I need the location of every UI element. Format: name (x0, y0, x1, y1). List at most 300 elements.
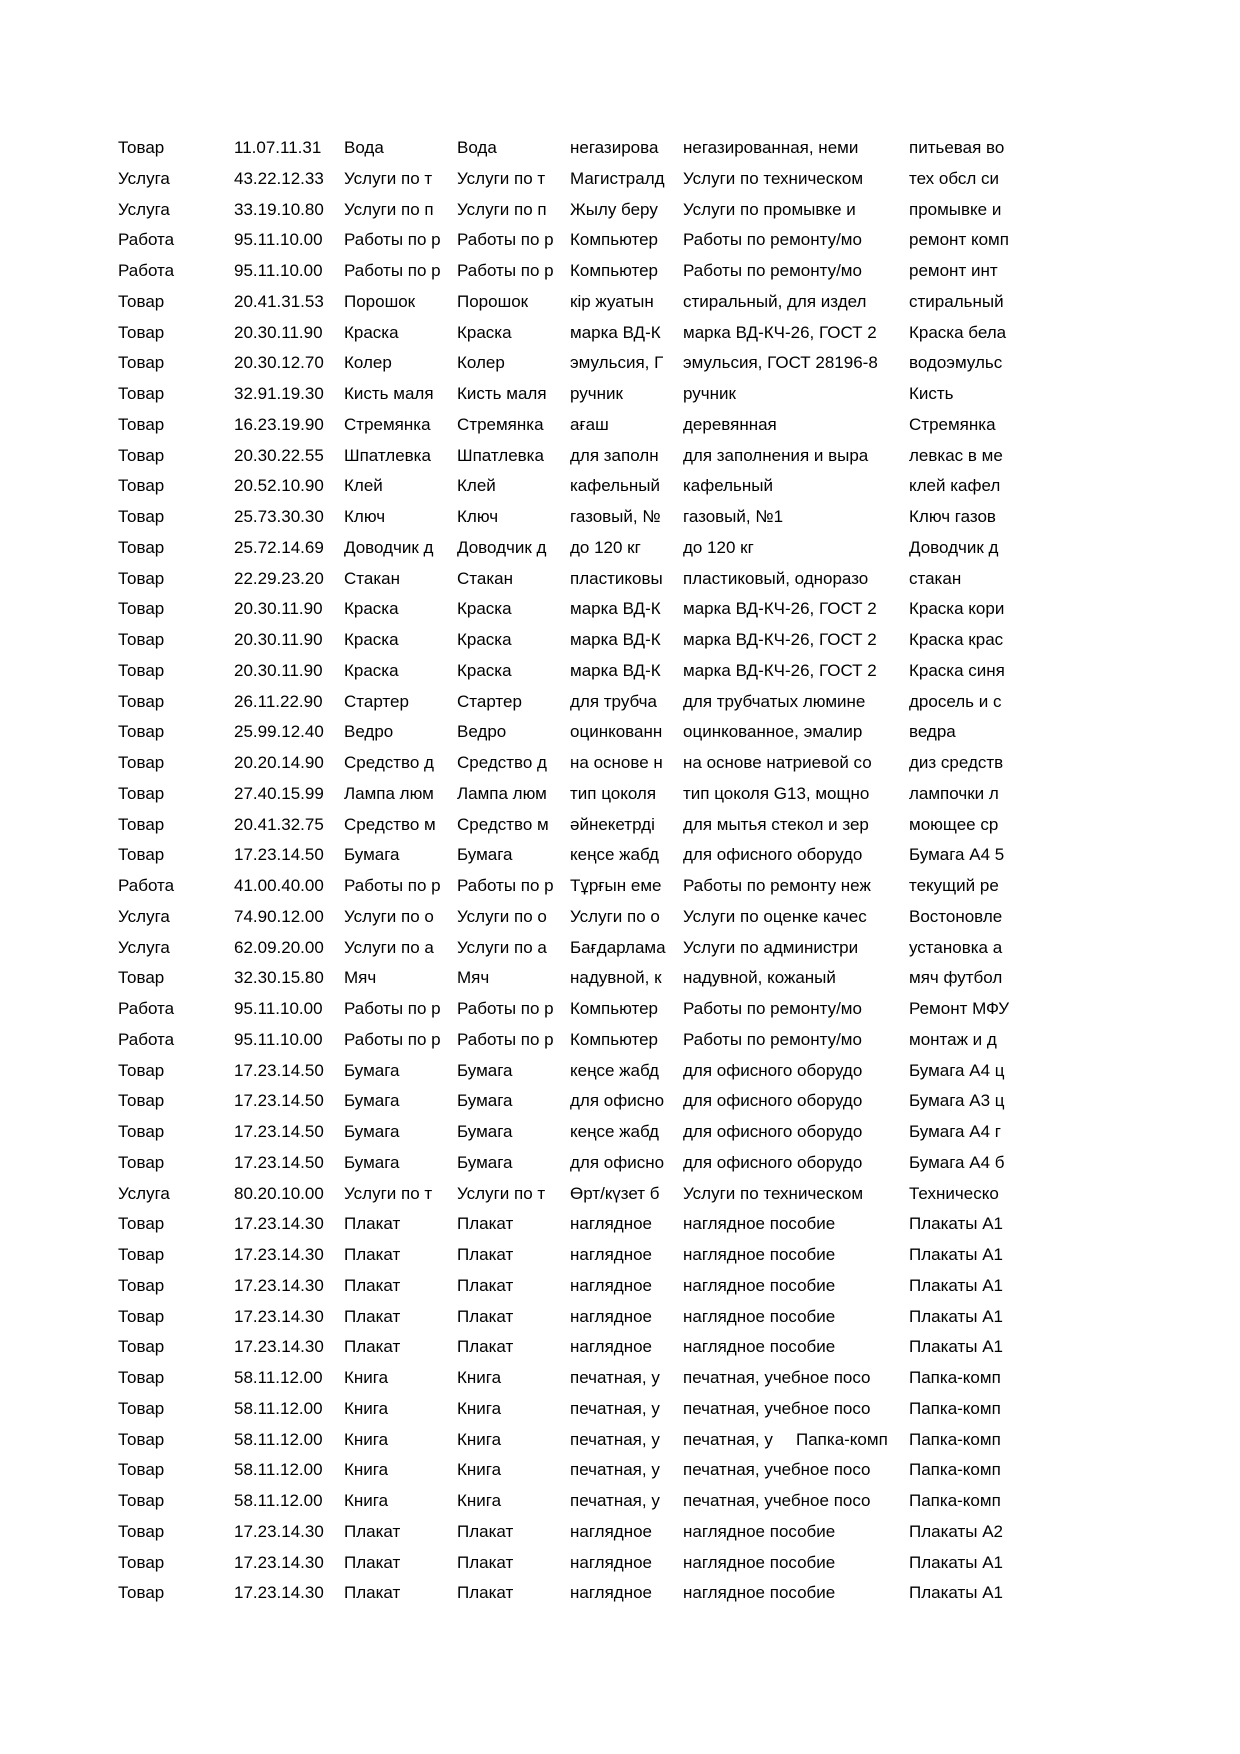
cell-code: 20.30.22.55 (234, 445, 324, 465)
cell-name: Бумага (344, 845, 400, 865)
cell-type: Товар (118, 507, 165, 526)
cell-type: Товар (118, 537, 165, 557)
cell-spec-ru: марка ВД-КЧ-26, ГОСТ 2 (683, 660, 877, 680)
cell-spec-ru: наглядное пособие (683, 1337, 836, 1357)
cell-spec-kz: кір жуатын (570, 291, 654, 311)
table-row (0, 656, 1035, 687)
cell-spec-kz: для трубча (570, 691, 657, 711)
cell-type: Товар (118, 1368, 165, 1387)
cell-name: Стакан (344, 568, 400, 588)
cell-spec-ru: для офисного оборудо (683, 1152, 863, 1172)
cell-summary: Краска кори (909, 599, 1005, 619)
cell-name: Работы по р (344, 230, 441, 250)
cell-spec-kz: марка ВД-К (570, 660, 661, 680)
table-row (0, 779, 1035, 810)
cell-name-dup: Шпатлевка (457, 445, 544, 465)
table-row (0, 195, 1035, 226)
cell-spec-ru-group (680, 1517, 906, 1548)
cell-spec-kz: кеңсе жабд (570, 1060, 659, 1080)
cell-code: 20.30.11.90 (234, 322, 323, 342)
cell-spec-kz: ручник (570, 384, 623, 403)
cell-code: 17.23.14.50 (234, 1091, 324, 1111)
cell-code: 95.11.10.00 (234, 261, 323, 280)
cell-spec-kz: Магистралд (570, 168, 665, 188)
cell-code: 20.30.11.90 (234, 630, 323, 649)
cell-name: Краска (344, 599, 399, 619)
cell-type: Товар (118, 1152, 165, 1172)
cell-code: 17.23.14.50 (234, 1060, 324, 1080)
cell-code: 17.23.14.30 (234, 1306, 324, 1326)
cell-spec-ru-group (680, 963, 906, 994)
cell-name: Книга (344, 1368, 389, 1387)
cell-spec-ru-group (680, 840, 906, 871)
cell-name: Услуги по п (344, 199, 434, 219)
cell-name-dup: Книга (457, 1368, 502, 1387)
cell-name: Плакат (344, 1521, 401, 1541)
table-row (0, 1363, 1035, 1394)
cell-spec-ru-group (680, 164, 906, 195)
cell-code: 20.30.11.90 (234, 660, 323, 680)
cell-spec-kz: печатная, у (570, 1398, 660, 1418)
cell-code: 33.19.10.80 (234, 199, 324, 219)
cell-spec-ru-group (680, 1271, 906, 1302)
cell-name-dup: Работы по р (457, 1029, 554, 1049)
cell-code: 58.11.12.00 (234, 1398, 323, 1418)
table-row (0, 441, 1035, 472)
cell-name-dup: Услуги по т (457, 1183, 546, 1203)
cell-summary: моющее ср (909, 814, 999, 834)
cell-name-dup: Услуги по т (457, 168, 546, 188)
cell-summary: Краска синя (909, 660, 1005, 680)
cell-summary: питьевая во (909, 138, 1005, 157)
cell-name: Краска (344, 630, 399, 649)
cell-code: 27.40.15.99 (234, 783, 324, 803)
cell-summary: Папка-комп (909, 1460, 1001, 1480)
cell-name: Книга (344, 1398, 389, 1418)
cell-spec-ru-group (680, 1117, 906, 1148)
cell-summary: Бумага А4 5 (909, 845, 1005, 865)
cell-summary: монтаж и д (909, 1029, 997, 1049)
cell-name: Мяч (344, 968, 377, 988)
cell-name: Шпатлевка (344, 445, 431, 465)
table-row (0, 348, 1035, 379)
table-row (0, 1148, 1035, 1179)
cell-name-dup: Средство м (457, 814, 549, 834)
cell-spec-kz: кеңсе жабд (570, 1122, 659, 1141)
cell-spec-ru: надувной, кожаный (683, 968, 836, 988)
cell-type: Услуга (118, 906, 170, 926)
cell-spec-ru-group (680, 1179, 906, 1210)
table-row (0, 1271, 1035, 1302)
cell-spec-kz: газовый, № (570, 507, 661, 526)
table-row (0, 164, 1035, 195)
cell-summary: мяч футбол (909, 968, 1003, 988)
cell-spec-ru: наглядное пособие (683, 1306, 836, 1326)
cell-spec-ru: для офисного оборудо (683, 1091, 863, 1111)
cell-spec-kz: наглядное (570, 1275, 653, 1295)
cell-spec-ru-group (680, 687, 906, 718)
table-row (0, 318, 1035, 349)
cell-name-dup: Книга (457, 1398, 502, 1418)
cell-type: Товар (118, 599, 165, 619)
cell-type: Товар (118, 783, 165, 803)
cell-name-dup: Книга (457, 1460, 502, 1480)
cell-name-dup: Плакат (457, 1552, 514, 1572)
cell-spec-ru-group (680, 195, 906, 226)
cell-code: 80.20.10.00 (234, 1183, 324, 1203)
cell-spec-kz: для офисно (570, 1152, 665, 1172)
table-row (0, 717, 1035, 748)
cell-spec-ru-group (680, 810, 906, 841)
cell-type: Услуга (118, 199, 170, 219)
cell-spec-ru: ручник (683, 384, 736, 403)
cell-spec-ru: Услуги по техническом (683, 168, 864, 188)
cell-spec-kz: Компьютер (570, 1029, 658, 1049)
cell-name-dup: Плакат (457, 1245, 514, 1264)
cell-spec-ru: кафельный (683, 476, 774, 496)
cell-name-dup: Плакат (457, 1583, 514, 1603)
cell-code: 20.30.11.90 (234, 599, 323, 619)
cell-name-dup: Доводчик д (457, 537, 547, 557)
cell-name: Плакат (344, 1337, 401, 1357)
cell-name-dup: Порошок (457, 291, 529, 311)
cell-type: Товар (118, 814, 165, 834)
cell-type: Товар (118, 291, 165, 311)
cell-spec-ru: печатная, учебное посо (683, 1398, 871, 1418)
cell-name: Ключ (344, 507, 386, 526)
cell-type: Товар (118, 722, 165, 742)
cell-name-dup: Услуги по а (457, 937, 547, 957)
cell-type: Работа (118, 261, 175, 280)
cell-summary: водоэмульс (909, 353, 1003, 373)
cell-spec-kz: наглядное (570, 1337, 653, 1357)
cell-spec-ru-group (680, 502, 906, 533)
cell-name: Бумага (344, 1152, 400, 1172)
cell-name: Книга (344, 1491, 389, 1510)
cell-spec-kz: наглядное (570, 1552, 653, 1572)
cell-code: 16.23.19.90 (234, 414, 324, 434)
cell-type: Товар (118, 1122, 165, 1141)
cell-spec-kz: наглядное (570, 1306, 653, 1326)
table-row (0, 502, 1035, 533)
cell-name: Работы по р (344, 1029, 441, 1049)
cell-spec-ru-group (680, 441, 906, 472)
table-row (0, 1240, 1035, 1271)
cell-spec-kz: печатная, у (570, 1429, 660, 1449)
cell-type: Товар (118, 691, 165, 711)
cell-name-dup: Бумага (457, 1091, 513, 1111)
cell-spec-ru: на основе натриевой со (683, 753, 872, 772)
table-row (0, 748, 1035, 779)
cell-spec-kz: наглядное (570, 1521, 653, 1541)
cell-spec-ru-group (680, 656, 906, 687)
cell-spec-kz: печатная, у (570, 1460, 660, 1480)
cell-spec-ru: негазированная, неми (683, 138, 859, 157)
cell-summary: Бумага А4 г (909, 1122, 1001, 1141)
cell-summary: Плакаты А1 (909, 1245, 1004, 1264)
cell-spec-ru: Работы по ремонту/мо (683, 999, 862, 1018)
cell-spec-ru: деревянная (683, 414, 777, 434)
cell-spec-ru: до 120 кг (683, 537, 754, 557)
cell-summary: клей кафел (909, 476, 1001, 496)
cell-summary: ремонт инт (909, 261, 998, 280)
cell-spec-ru-group (680, 533, 906, 564)
cell-spec-ru: марка ВД-КЧ-26, ГОСТ 2 (683, 630, 877, 649)
cell-type: Товар (118, 1060, 165, 1080)
cell-name-dup: Бумага (457, 1060, 513, 1080)
table-row (0, 1209, 1035, 1240)
cell-name-dup: Плакат (457, 1306, 514, 1326)
cell-spec-ru: Работы по ремонту/мо (683, 1029, 862, 1049)
cell-spec-kz: до 120 кг (570, 537, 641, 557)
cell-name-dup: Стремянка (457, 414, 544, 434)
cell-type: Товар (118, 630, 165, 649)
cell-type: Товар (118, 1552, 165, 1572)
cell-spec-kz: негазирова (570, 138, 659, 157)
cell-summary: Краска бела (909, 322, 1007, 342)
cell-summary: промывке и (909, 199, 1002, 219)
cell-spec-ru: Работы по ремонту/мо (683, 261, 862, 280)
cell-summary: Плакаты А2 (909, 1521, 1004, 1541)
cell-spec-ru: газовый, №1 (683, 507, 784, 526)
cell-name-dup: Краска (457, 322, 512, 342)
cell-summary: Плакаты А1 (909, 1214, 1004, 1234)
cell-type: Товар (118, 138, 165, 157)
cell-name: Плакат (344, 1275, 401, 1295)
cell-summary: Папка-комп (909, 1429, 1001, 1449)
cell-spec-kz: печатная, у (570, 1368, 660, 1387)
cell-spec-kz: тип цоколя (570, 783, 657, 803)
table-row (0, 1548, 1035, 1579)
cell-code: 26.11.22.90 (234, 691, 323, 711)
cell-code: 25.72.14.69 (234, 537, 324, 557)
cell-name: Плакат (344, 1245, 401, 1264)
cell-spec-ru: наглядное пособие (683, 1275, 836, 1295)
cell-code: 17.23.14.30 (234, 1521, 324, 1541)
cell-name: Плакат (344, 1583, 401, 1603)
cell-type: Товар (118, 1460, 165, 1480)
table-row (0, 1394, 1035, 1425)
cell-name: Кисть маля (344, 384, 434, 403)
cell-spec-ru-extra: Папка-комп (796, 1429, 888, 1449)
cell-code: 32.30.15.80 (234, 968, 324, 988)
cell-spec-kz: Компьютер (570, 261, 658, 280)
cell-spec-ru-group (680, 1363, 906, 1394)
cell-spec-kz: кеңсе жабд (570, 845, 659, 865)
cell-name: Краска (344, 660, 399, 680)
cell-summary: ведра (909, 722, 956, 742)
cell-summary: Ключ газов (909, 507, 996, 526)
table-row (0, 1578, 1035, 1609)
cell-spec-ru: Услуги по администри (683, 937, 859, 957)
table-row (0, 687, 1035, 718)
cell-spec-kz: Услуги по о (570, 906, 660, 926)
cell-summary: левкас в ме (909, 445, 1003, 465)
cell-code: 17.23.14.50 (234, 1122, 324, 1141)
cell-summary: тех обсл си (909, 168, 1000, 188)
cell-type: Товар (118, 1245, 165, 1264)
cell-spec-kz: Өрт/күзет б (570, 1183, 660, 1203)
cell-summary: дросель и с (909, 691, 1002, 711)
cell-spec-ru: эмульсия, ГОСТ 28196-8 (683, 353, 878, 373)
cell-summary: Кисть (909, 384, 954, 403)
cell-name: Услуги по а (344, 937, 434, 957)
cell-name-dup: Краска (457, 660, 512, 680)
cell-spec-ru: пластиковый, одноразо (683, 568, 869, 588)
cell-name-dup: Краска (457, 630, 512, 649)
table-row (0, 1117, 1035, 1148)
cell-summary: Плакаты А1 (909, 1275, 1004, 1295)
cell-name: Средство д (344, 753, 434, 772)
cell-summary: Бумага А4 б (909, 1152, 1005, 1172)
table-row (0, 533, 1035, 564)
cell-type: Товар (118, 384, 165, 403)
cell-code: 32.91.19.30 (234, 384, 324, 403)
cell-code: 95.11.10.00 (234, 230, 323, 250)
cell-code: 17.23.14.30 (234, 1245, 324, 1264)
cell-code: 95.11.10.00 (234, 999, 323, 1018)
cell-name: Бумага (344, 1091, 400, 1111)
cell-name-dup: Услуги по п (457, 199, 547, 219)
cell-summary: текущий ре (909, 876, 999, 895)
cell-summary: Плакаты А1 (909, 1552, 1004, 1572)
cell-name: Работы по р (344, 999, 441, 1018)
table-row (0, 1332, 1035, 1363)
cell-type: Товар (118, 568, 165, 588)
cell-type: Услуга (118, 1183, 170, 1203)
cell-code: 17.23.14.30 (234, 1552, 324, 1572)
cell-spec-kz: эмульсия, Г (570, 353, 664, 373)
cell-type: Товар (118, 414, 165, 434)
cell-name-dup: Книга (457, 1491, 502, 1510)
table-row (0, 594, 1035, 625)
table-row (0, 871, 1035, 902)
table-row (0, 902, 1035, 933)
cell-name: Плакат (344, 1552, 401, 1572)
cell-name: Ведро (344, 722, 394, 742)
cell-spec-kz: оцинкованн (570, 722, 663, 742)
cell-type: Товар (118, 1275, 165, 1295)
cell-spec-ru: Работы по ремонту/мо (683, 230, 862, 250)
cell-spec-ru: стиральный, для издел (683, 291, 867, 311)
cell-code: 17.23.14.30 (234, 1275, 324, 1295)
cell-summary: Плакаты А1 (909, 1337, 1004, 1357)
cell-spec-ru-group (680, 1425, 906, 1456)
cell-spec-kz: печатная, у (570, 1491, 660, 1510)
cell-code: 17.23.14.30 (234, 1214, 324, 1234)
cell-summary: Доводчик д (909, 537, 999, 557)
cell-spec-ru: для офисного оборудо (683, 1060, 863, 1080)
cell-spec-ru-group (680, 1578, 906, 1609)
cell-spec-ru-group (680, 318, 906, 349)
cell-summary: ремонт комп (909, 230, 1009, 250)
table-row (0, 471, 1035, 502)
cell-name: Доводчик д (344, 537, 434, 557)
table-row (0, 564, 1035, 595)
cell-spec-ru: оцинкованное, эмалир (683, 722, 863, 742)
cell-name: Колер (344, 353, 392, 373)
cell-type: Услуга (118, 168, 170, 188)
cell-summary: стакан (909, 568, 962, 588)
cell-name: Услуги по т (344, 1183, 433, 1203)
cell-name-dup: Услуги по о (457, 906, 547, 926)
cell-spec-ru: наглядное пособие (683, 1583, 836, 1603)
cell-code: 25.73.30.30 (234, 507, 324, 526)
cell-spec-kz: на основе н (570, 753, 663, 772)
cell-type: Товар (118, 1398, 165, 1418)
cell-spec-kz: пластиковы (570, 568, 663, 588)
table-row (0, 840, 1035, 871)
cell-spec-ru-group (680, 225, 906, 256)
cell-name: Бумага (344, 1122, 400, 1141)
cell-name-dup: Средство д (457, 753, 547, 772)
cell-type: Услуга (118, 937, 170, 957)
cell-code: 25.99.12.40 (234, 722, 324, 742)
cell-spec-ru-group (680, 717, 906, 748)
cell-type: Работа (118, 1029, 175, 1049)
cell-summary: Бумага А3 ц (909, 1091, 1005, 1111)
table-row (0, 1025, 1035, 1056)
table-row (0, 963, 1035, 994)
cell-spec-ru: для офисного оборудо (683, 845, 863, 865)
cell-spec-ru: печатная, учебное посо (683, 1460, 871, 1480)
cell-spec-ru-group (680, 1148, 906, 1179)
cell-code: 20.41.32.75 (234, 814, 324, 834)
cell-type: Товар (118, 1091, 165, 1111)
cell-type: Товар (118, 968, 165, 988)
cell-code: 74.90.12.00 (234, 906, 324, 926)
cell-name: Услуги по т (344, 168, 433, 188)
cell-code: 58.11.12.00 (234, 1491, 323, 1510)
cell-code: 17.23.14.30 (234, 1337, 324, 1357)
cell-spec-ru-group (680, 1240, 906, 1271)
cell-summary: Ремонт МФУ (909, 999, 1010, 1018)
table-row (0, 379, 1035, 410)
cell-name-dup: Стартер (457, 691, 522, 711)
cell-spec-kz: кафельный (570, 476, 661, 496)
cell-name-dup: Работы по р (457, 876, 554, 895)
cell-name-dup: Работы по р (457, 261, 554, 280)
table-row (0, 810, 1035, 841)
cell-code: 62.09.20.00 (234, 937, 324, 957)
cell-spec-ru-group (680, 1548, 906, 1579)
cell-name: Плакат (344, 1306, 401, 1326)
cell-spec-ru: Услуги по промывке и (683, 199, 856, 219)
cell-spec-kz: для офисно (570, 1091, 665, 1111)
cell-spec-ru: для офисного оборудо (683, 1122, 863, 1141)
cell-spec-ru-group (680, 1056, 906, 1087)
cell-spec-kz: Бағдарлама (570, 937, 666, 957)
cell-name-dup: Бумага (457, 1152, 513, 1172)
table-row (0, 1179, 1035, 1210)
cell-spec-ru: печатная, учебное посо (683, 1491, 871, 1510)
cell-name-dup: Плакат (457, 1214, 514, 1234)
cell-spec-ru-group (680, 902, 906, 933)
cell-name-dup: Вода (457, 138, 497, 157)
cell-name-dup: Краска (457, 599, 512, 619)
cell-name-dup: Плакат (457, 1275, 514, 1295)
cell-spec-kz: әйнекетрді (570, 814, 655, 834)
cell-spec-ru: печатная, у (683, 1429, 773, 1449)
cell-type: Товар (118, 1337, 165, 1357)
cell-spec-ru-group (680, 748, 906, 779)
cell-summary: диз средств (909, 753, 1004, 772)
cell-spec-ru-group (680, 410, 906, 441)
cell-name-dup: Работы по р (457, 999, 554, 1018)
table-row (0, 1425, 1035, 1456)
cell-summary: стиральный (909, 291, 1004, 311)
cell-type: Работа (118, 876, 175, 895)
